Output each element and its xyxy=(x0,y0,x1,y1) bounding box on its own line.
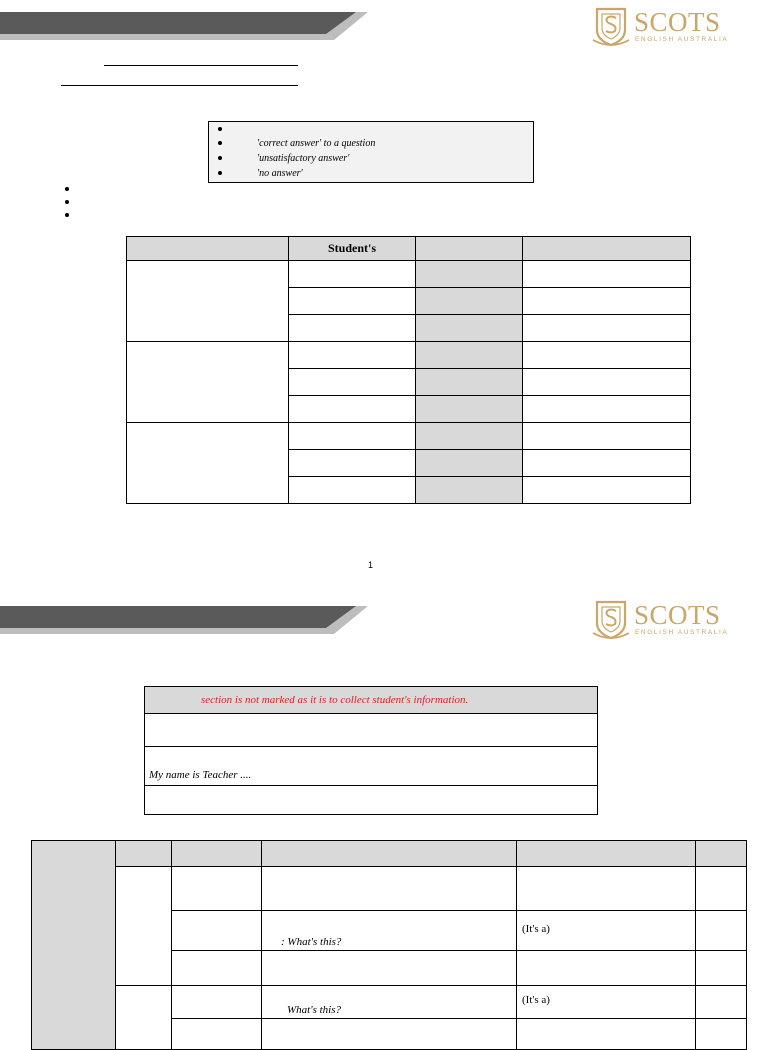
logo-wordmark: SCOTS xyxy=(634,600,721,630)
table-header-row xyxy=(32,841,747,867)
group-cell[interactable] xyxy=(127,342,289,423)
answer-cell[interactable]: (It's a) xyxy=(517,986,696,1019)
score-cell[interactable] xyxy=(696,1019,747,1050)
table-cell[interactable] xyxy=(523,477,691,504)
table-cell[interactable] xyxy=(289,423,416,450)
table-cell xyxy=(172,911,262,951)
bullet-icon xyxy=(218,156,222,160)
bullet-icon xyxy=(218,127,222,131)
table-cell[interactable] xyxy=(289,477,416,504)
table-header-cell xyxy=(262,841,517,867)
section-side-cell xyxy=(32,841,116,1050)
table-cell xyxy=(172,1019,262,1050)
table-cell[interactable] xyxy=(523,396,691,423)
question-cell xyxy=(262,1019,517,1050)
table-cell xyxy=(172,951,262,986)
table-cell[interactable] xyxy=(289,342,416,369)
table-row xyxy=(127,423,691,450)
table-cell[interactable] xyxy=(289,288,416,315)
logo-wordmark: SCOTS xyxy=(634,7,721,37)
group-cell[interactable] xyxy=(127,261,289,342)
table-row xyxy=(127,261,691,288)
info-cell[interactable] xyxy=(145,786,598,815)
instruction-item: 'no answer' xyxy=(209,168,533,183)
info-cell[interactable] xyxy=(145,714,598,747)
table-cell[interactable] xyxy=(289,261,416,288)
crest-icon xyxy=(592,6,630,48)
name-line xyxy=(104,65,298,66)
table-cell xyxy=(416,477,523,504)
table-row xyxy=(145,786,598,815)
answer-cell[interactable] xyxy=(517,1019,696,1050)
table-cell xyxy=(416,450,523,477)
header-bar xyxy=(0,606,356,628)
table-cell[interactable] xyxy=(523,423,691,450)
score-cell[interactable] xyxy=(696,986,747,1019)
table-header-cell xyxy=(172,841,262,867)
answer-cell[interactable]: (It's a) xyxy=(517,911,696,951)
score-cell[interactable] xyxy=(696,867,747,911)
table-cell xyxy=(416,315,523,342)
group-cell xyxy=(116,986,172,1050)
table-cell[interactable] xyxy=(289,315,416,342)
table-row xyxy=(32,986,747,1019)
table-cell xyxy=(416,288,523,315)
group-cell[interactable] xyxy=(127,423,289,504)
bullet-icon xyxy=(218,171,222,175)
table-cell[interactable] xyxy=(523,315,691,342)
table-header-row xyxy=(127,237,691,261)
table-header-cell xyxy=(517,841,696,867)
page-number: 1 xyxy=(368,560,374,570)
table-cell[interactable] xyxy=(523,369,691,396)
marking-instructions-box xyxy=(208,121,534,183)
group-cell xyxy=(116,867,172,986)
score-cell[interactable] xyxy=(696,951,747,986)
table-row xyxy=(127,342,691,369)
table-header-cell: Student's xyxy=(289,237,416,261)
question-cell: : What's this? xyxy=(262,911,517,951)
instruction-item: 'correct answer' to a question xyxy=(209,138,533,153)
table-cell xyxy=(416,396,523,423)
scots-logo xyxy=(592,599,729,643)
question-cell xyxy=(262,867,517,911)
table-row xyxy=(145,714,598,747)
info-cell[interactable]: My name is Teacher .... xyxy=(145,747,598,786)
answer-cell[interactable] xyxy=(517,867,696,911)
table-cell xyxy=(416,261,523,288)
table-cell xyxy=(172,986,262,1019)
logo-tagline: ENGLISH AUSTRALIA xyxy=(635,629,729,636)
table-cell[interactable] xyxy=(289,396,416,423)
student-info-table xyxy=(144,686,598,815)
table-cell[interactable] xyxy=(289,450,416,477)
table-header-cell xyxy=(116,841,172,867)
table-cell[interactable] xyxy=(523,450,691,477)
bullet-icon xyxy=(65,187,69,191)
bullet-icon xyxy=(218,141,222,145)
table-header-cell xyxy=(416,237,523,261)
crest-icon xyxy=(592,599,630,641)
table-header-cell xyxy=(696,841,747,867)
header-bar xyxy=(0,12,356,34)
table-row xyxy=(32,867,747,911)
table-cell[interactable] xyxy=(523,261,691,288)
table-header-cell xyxy=(127,237,289,261)
table-header-cell xyxy=(523,237,691,261)
logo-tagline: ENGLISH AUSTRALIA xyxy=(635,36,729,43)
table-cell xyxy=(172,867,262,911)
table-cell[interactable] xyxy=(523,288,691,315)
info-note: section is not marked as it is to collect student's information. xyxy=(145,687,598,714)
date-line xyxy=(61,85,298,86)
table-cell xyxy=(416,342,523,369)
table-row xyxy=(145,747,598,786)
instruction-item xyxy=(209,124,533,139)
table-cell[interactable] xyxy=(523,342,691,369)
question-cell xyxy=(262,951,517,986)
question-cell: What's this? xyxy=(262,986,517,1019)
question-table xyxy=(31,840,747,1050)
scots-logo xyxy=(592,6,729,50)
table-header-row xyxy=(145,687,598,714)
table-cell xyxy=(416,369,523,396)
instruction-item: 'unsatisfactory answer' xyxy=(209,153,533,168)
table-cell xyxy=(416,423,523,450)
bullet-icon xyxy=(65,213,69,217)
table-cell[interactable] xyxy=(289,369,416,396)
bullet-icon xyxy=(65,200,69,204)
answer-cell[interactable] xyxy=(517,951,696,986)
score-cell[interactable] xyxy=(696,911,747,951)
results-summary-table xyxy=(126,236,691,504)
